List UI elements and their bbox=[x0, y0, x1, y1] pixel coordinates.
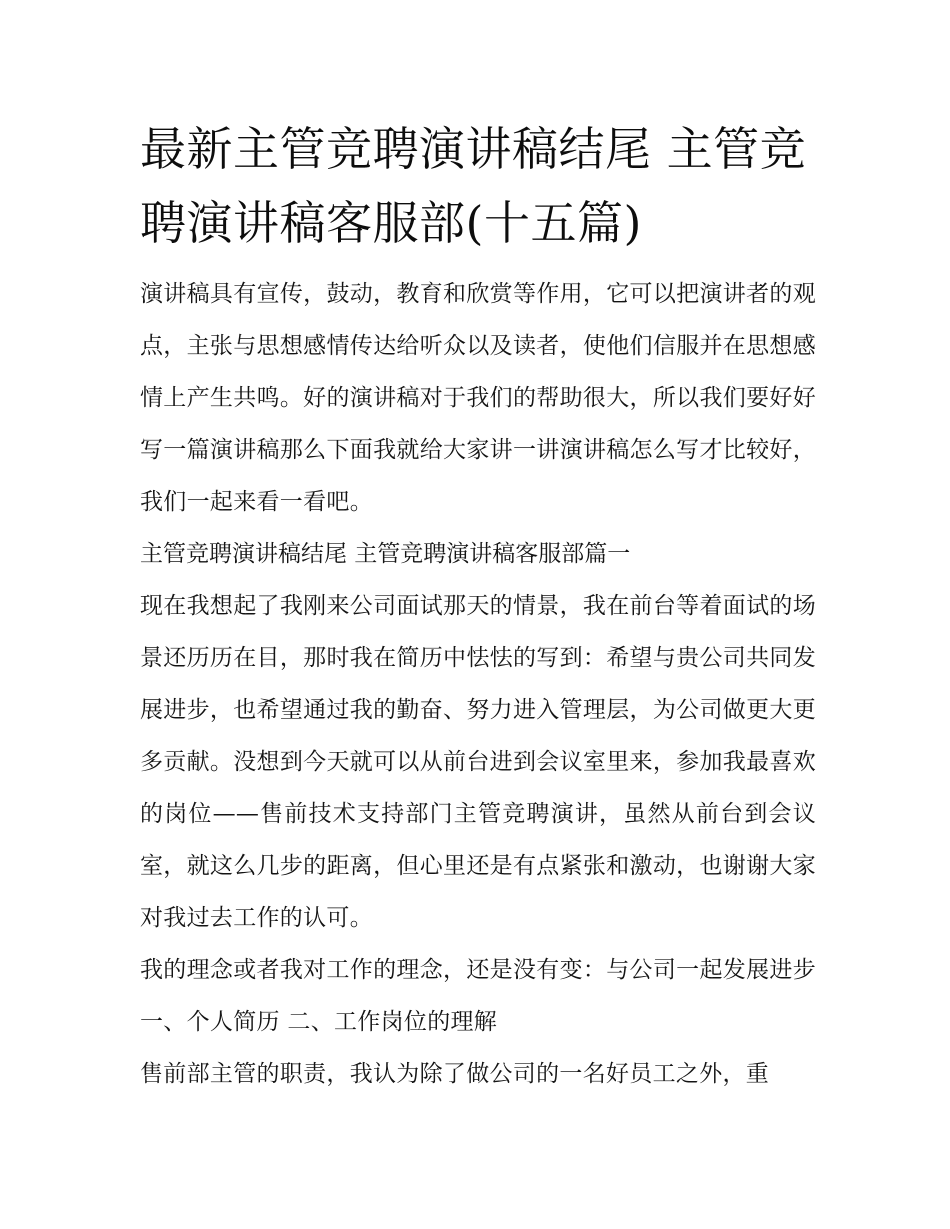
document-body bbox=[140, 112, 816, 1100]
body-paragraph-1: 现在我想起了我刚来公司面试那天的情景，我在前台等着面试的场景还历历在目，那时我在简历中怯怯的写到：希望与贵公司共同发展进步，也希望通过我的勤奋、努力进入管理层，为公司做更大更多贡献。没想到今天就可以从前台进到会议室里来，参加我最喜欢的岗位——售前技术支持部门主管竞聘演讲，虽然从前台到会议室，就这么几步的距离，但心里还是有点紧张和激动，也谢谢大家对我过去工作的认可。 bbox=[140, 593, 816, 931]
body-paragraph-2: 我的理念或者我对工作的理念，还是没有变：与公司一起发展进步 一、个人简历 二、工作岗位的理解 bbox=[140, 957, 816, 1035]
intro-paragraph: 演讲稿具有宣传，鼓动，教育和欣赏等作用，它可以把演讲者的观点，主张与思想感情传达给听众以及读者，使他们信服并在思想感情上产生共鸣。好的演讲稿对于我们的帮助很大，所以我们要好好写一篇演讲稿那么下面我就给大家讲一讲演讲稿怎么写才比较好，我们一起来看一看吧。 bbox=[140, 281, 816, 515]
body-paragraph-3: 售前部主管的职责，我认为除了做公司的一名好员工之外，重 bbox=[140, 1061, 770, 1087]
section-heading: 主管竞聘演讲稿结尾 主管竞聘演讲稿客服部篇一 bbox=[140, 541, 631, 567]
document-title: 最新主管竞聘演讲稿结尾 主管竞聘演讲稿客服部(十五篇) bbox=[140, 122, 807, 250]
